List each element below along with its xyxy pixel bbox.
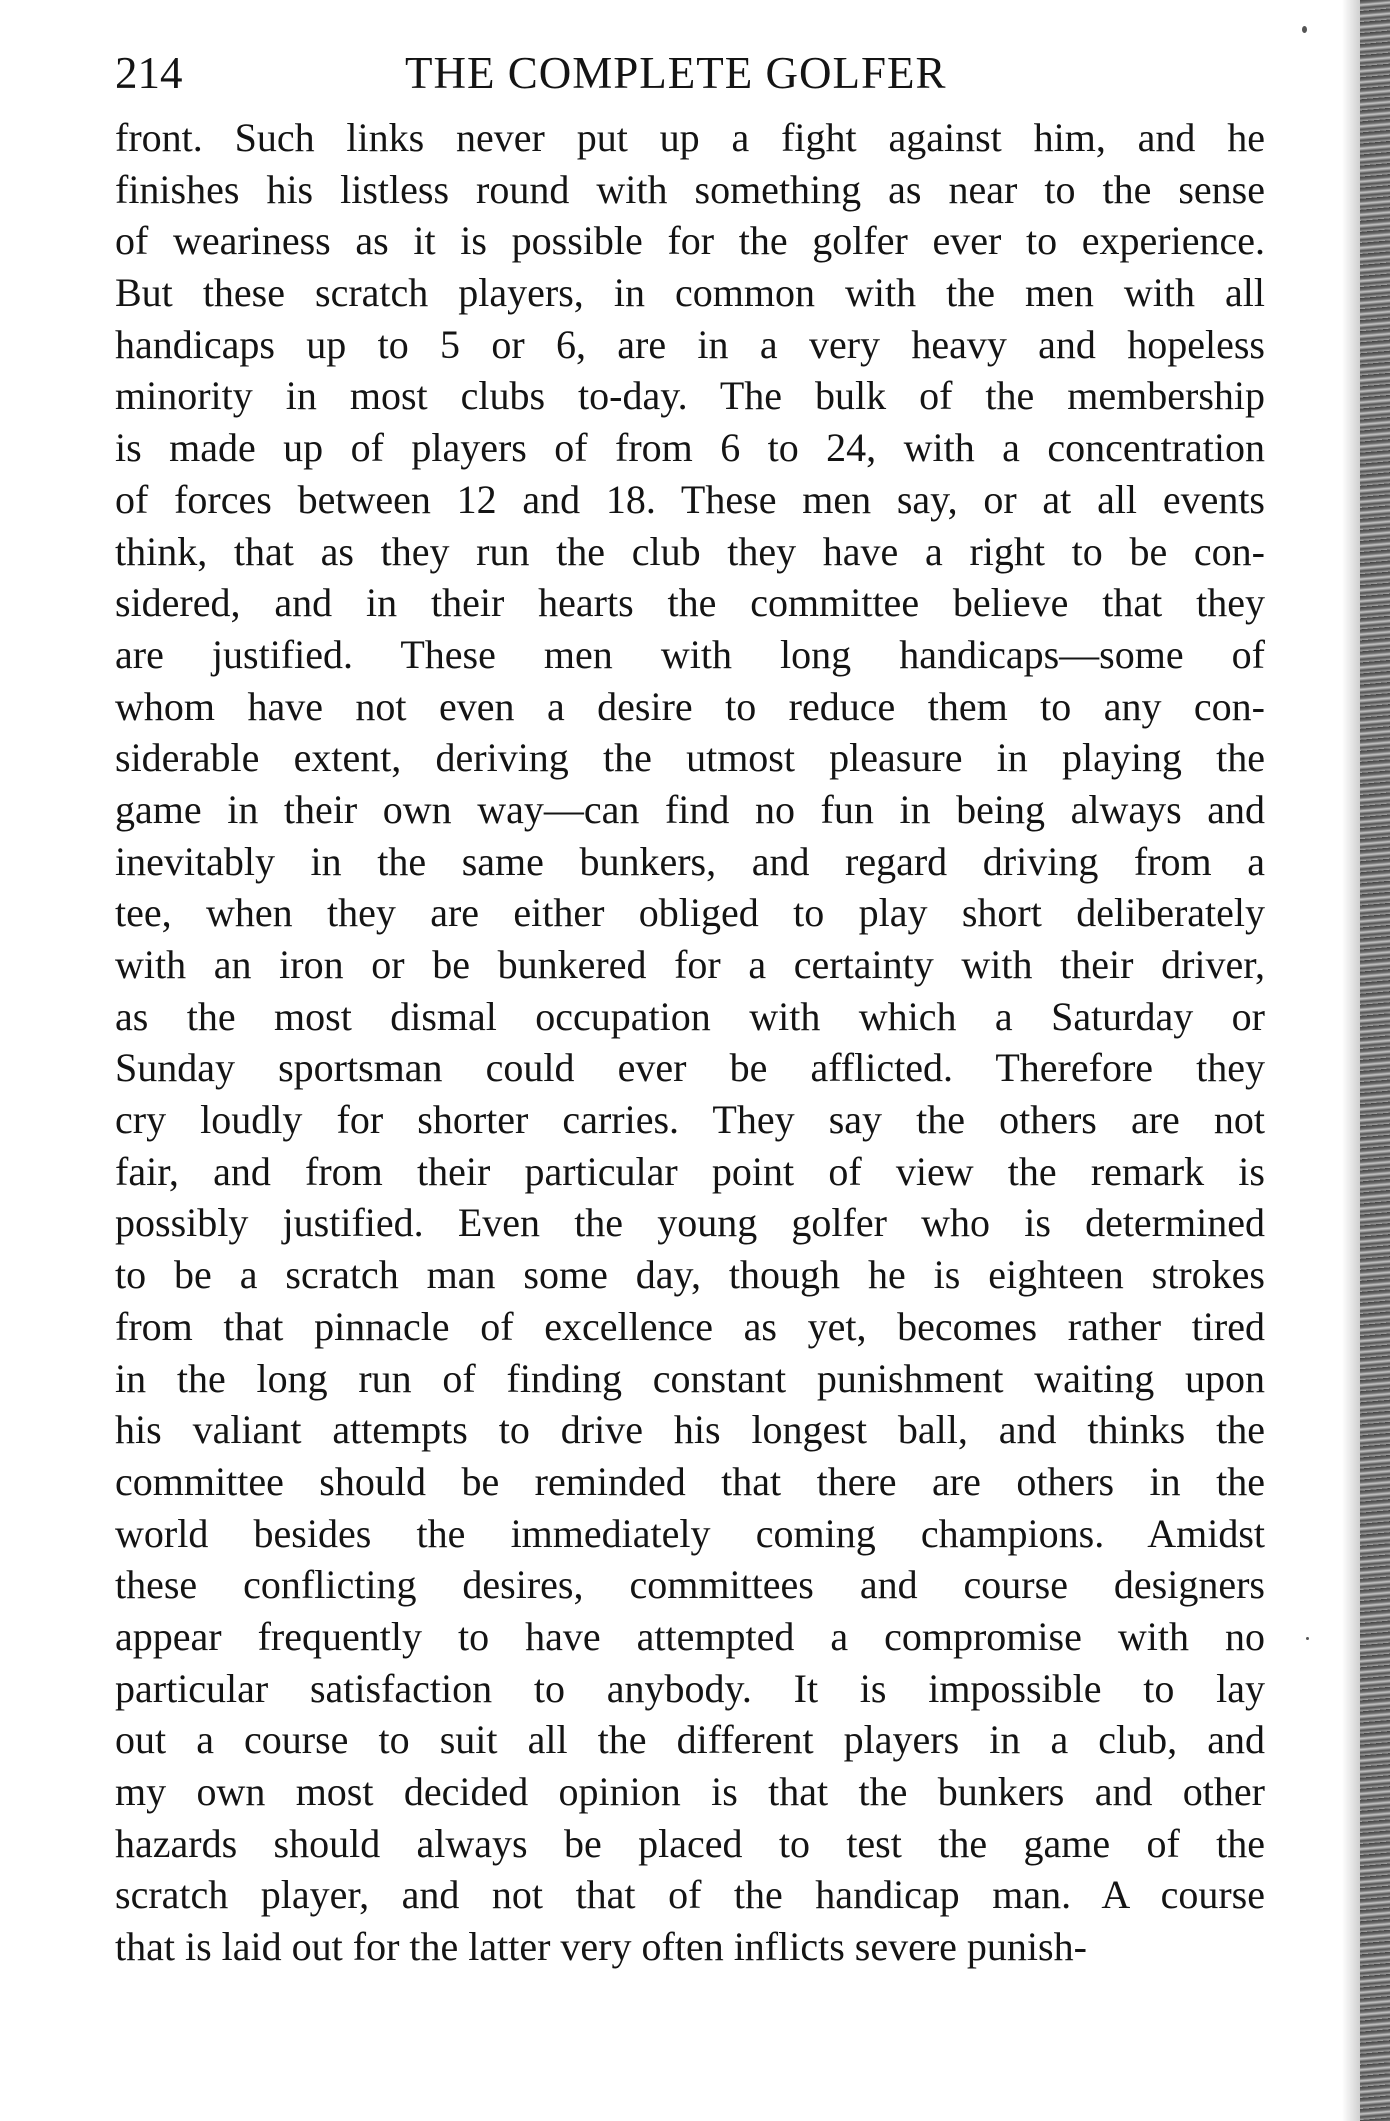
text-line: But these scratch players, in common with the men with all <box>115 270 1265 316</box>
scan-speck <box>1302 26 1307 33</box>
text-line: Sunday sportsman could ever be afflicted. Therefore they <box>115 1045 1265 1091</box>
text-line: minority in most clubs to-day. The bulk of the membership <box>115 373 1265 419</box>
text-line: handicaps up to 5 or 6, are in a very heavy and hopeless <box>115 321 1265 367</box>
text-line: out a course to suit all the different players in a club, and <box>115 1717 1265 1763</box>
text-line: finishes his listless round with something as near to the sense <box>115 166 1265 212</box>
scan-speck <box>1306 1637 1309 1640</box>
text-line: my own most decided opinion is that the bunkers and other <box>115 1769 1265 1814</box>
page-edge-shadow <box>1360 0 1390 2121</box>
text-line: these conflicting desires, committees and course designers <box>115 1562 1265 1608</box>
page-header <box>115 38 1265 108</box>
running-head: THE COMPLETE GOLFER <box>405 48 947 98</box>
text-line: with an iron or be bunkered for a certainty with their driver, <box>115 942 1265 987</box>
body-text <box>115 112 1265 1973</box>
page-edge-gradient <box>1342 0 1360 2121</box>
text-line: as the most dismal occupation with which a Saturday or <box>115 993 1265 1039</box>
text-line: possibly justified. Even the young golfer who is determined <box>115 1200 1265 1246</box>
text-line: siderable extent, deriving the utmost pleasure in playing the <box>115 735 1265 781</box>
text-line: fair, and from their particular point of view the remark is <box>115 1148 1265 1194</box>
text-line: particular satisfaction to anybody. It is impossible to lay <box>115 1665 1265 1711</box>
text-line: his valiant attempts to drive his longest ball, and thinks the <box>115 1407 1265 1453</box>
text-line: is made up of players of from 6 to 24, with a concentration <box>115 425 1265 471</box>
page-number: 214 <box>115 48 183 98</box>
text-line: hazards should always be placed to test the game of the <box>115 1820 1265 1866</box>
text-line: to be a scratch man some day, though he is eighteen strokes <box>115 1252 1265 1298</box>
text-line: committee should be reminded that there are others in the <box>115 1458 1265 1504</box>
text-line: appear frequently to have attempted a compromise with no <box>115 1613 1265 1659</box>
text-line: sidered, and in their hearts the committee believe that they <box>115 580 1265 626</box>
text-line: world besides the immediately coming champions. Amidst <box>115 1510 1265 1556</box>
text-line: from that pinnacle of excellence as yet, becomes rather tired <box>115 1303 1265 1349</box>
text-line: that is laid out for the latter very often inflicts severe punish- <box>115 1924 1087 1970</box>
text-line: think, that as they run the club they have a right to be con- <box>115 528 1265 574</box>
text-line: whom have not even a desire to reduce them to any con- <box>115 683 1265 729</box>
text-line: inevitably in the same bunkers, and regard driving from a <box>115 838 1265 884</box>
text-line: game in their own way—can find no fun in being always and <box>115 786 1265 832</box>
text-line: cry loudly for shorter carries. They say the others are not <box>115 1097 1265 1143</box>
text-line: front. Such links never put up a fight against him, and he <box>115 115 1265 160</box>
text-line: are justified. These men with long handicaps—some of <box>115 631 1265 677</box>
text-line: scratch player, and not that of the handicap man. A course <box>115 1872 1265 1918</box>
text-line: in the long run of finding constant punishment waiting upon <box>115 1355 1265 1401</box>
text-line: of weariness as it is possible for the golfer ever to experience. <box>115 218 1265 264</box>
text-line: tee, when they are either obliged to play short deliberately <box>115 890 1265 936</box>
text-line: of forces between 12 and 18. These men say, or at all events <box>115 476 1265 522</box>
